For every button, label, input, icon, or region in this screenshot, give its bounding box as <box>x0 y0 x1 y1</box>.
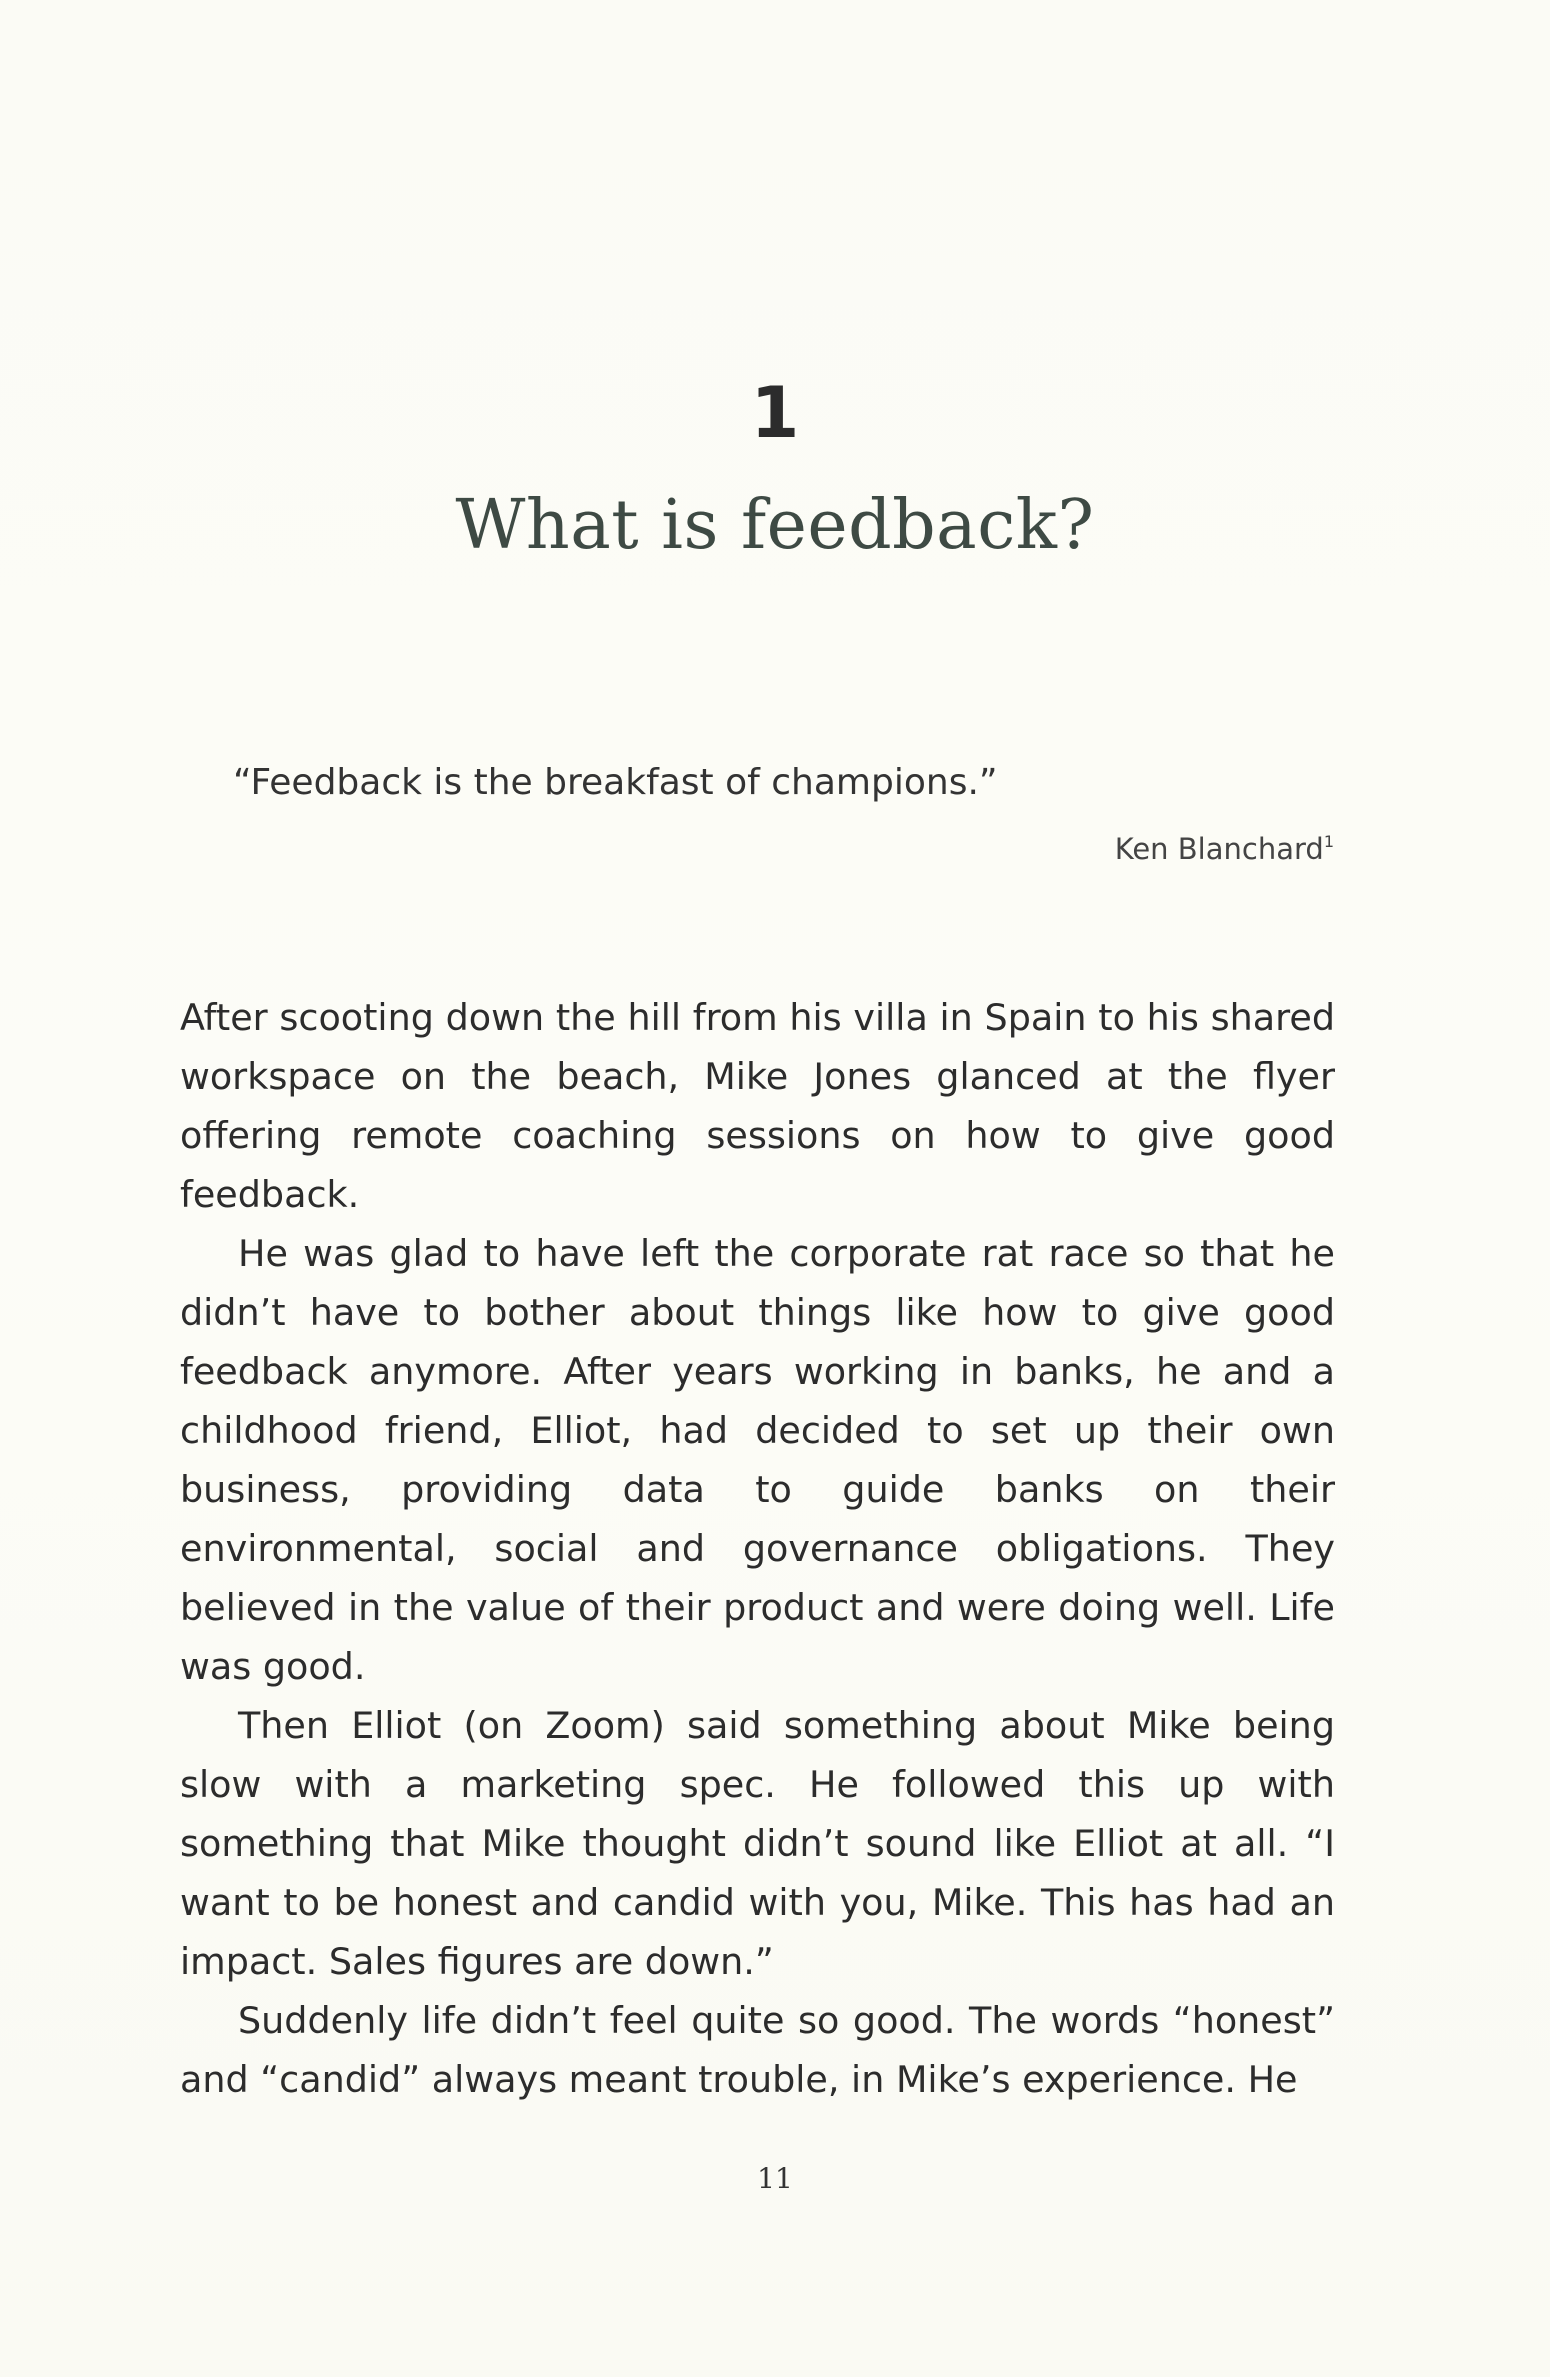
paragraph: He was glad to have left the corporate rat race so that he didn’t have to bother about things like how to give good feedback anymore. After years working in banks, he and a childhood friend, Elliot, had decided to set up their own business, providing data to guide banks on their environmental, social and governance obligations. They believed in the value of their product and were doing well. Life was good. <box>180 1232 1335 1688</box>
paragraph: Suddenly life didn’t feel quite so good. The words “honest” and “candid” always meant trouble, in Mike’s experience. He <box>180 1999 1335 2101</box>
epigraph-quote: “Feedback is the breakfast of champions.” <box>233 762 998 803</box>
body-text <box>180 988 1335 2109</box>
paragraph: Then Elliot (on Zoom) said something about Mike being slow with a marketing spec. He followed this up with something that Mike thought didn’t sound like Elliot at all. “I want to be honest and candid with you, Mike. This has had an impact. Sales figures are down.” <box>180 1704 1335 1983</box>
epigraph-attribution <box>1115 832 1334 866</box>
footnote-mark: 1 <box>1323 832 1334 851</box>
chapter-title: What is feedback? <box>455 486 1095 565</box>
epigraph-author: Ken Blanchard <box>1114 832 1324 866</box>
page-number: 11 <box>757 2162 793 2195</box>
chapter-number: 1 <box>750 372 800 454</box>
paragraph: After scooting down the hill from his villa in Spain to his shared workspace on the beach, Mike Jones glanced at the flyer offering remote coaching sessions on how to give good feedback. <box>180 996 1335 1216</box>
